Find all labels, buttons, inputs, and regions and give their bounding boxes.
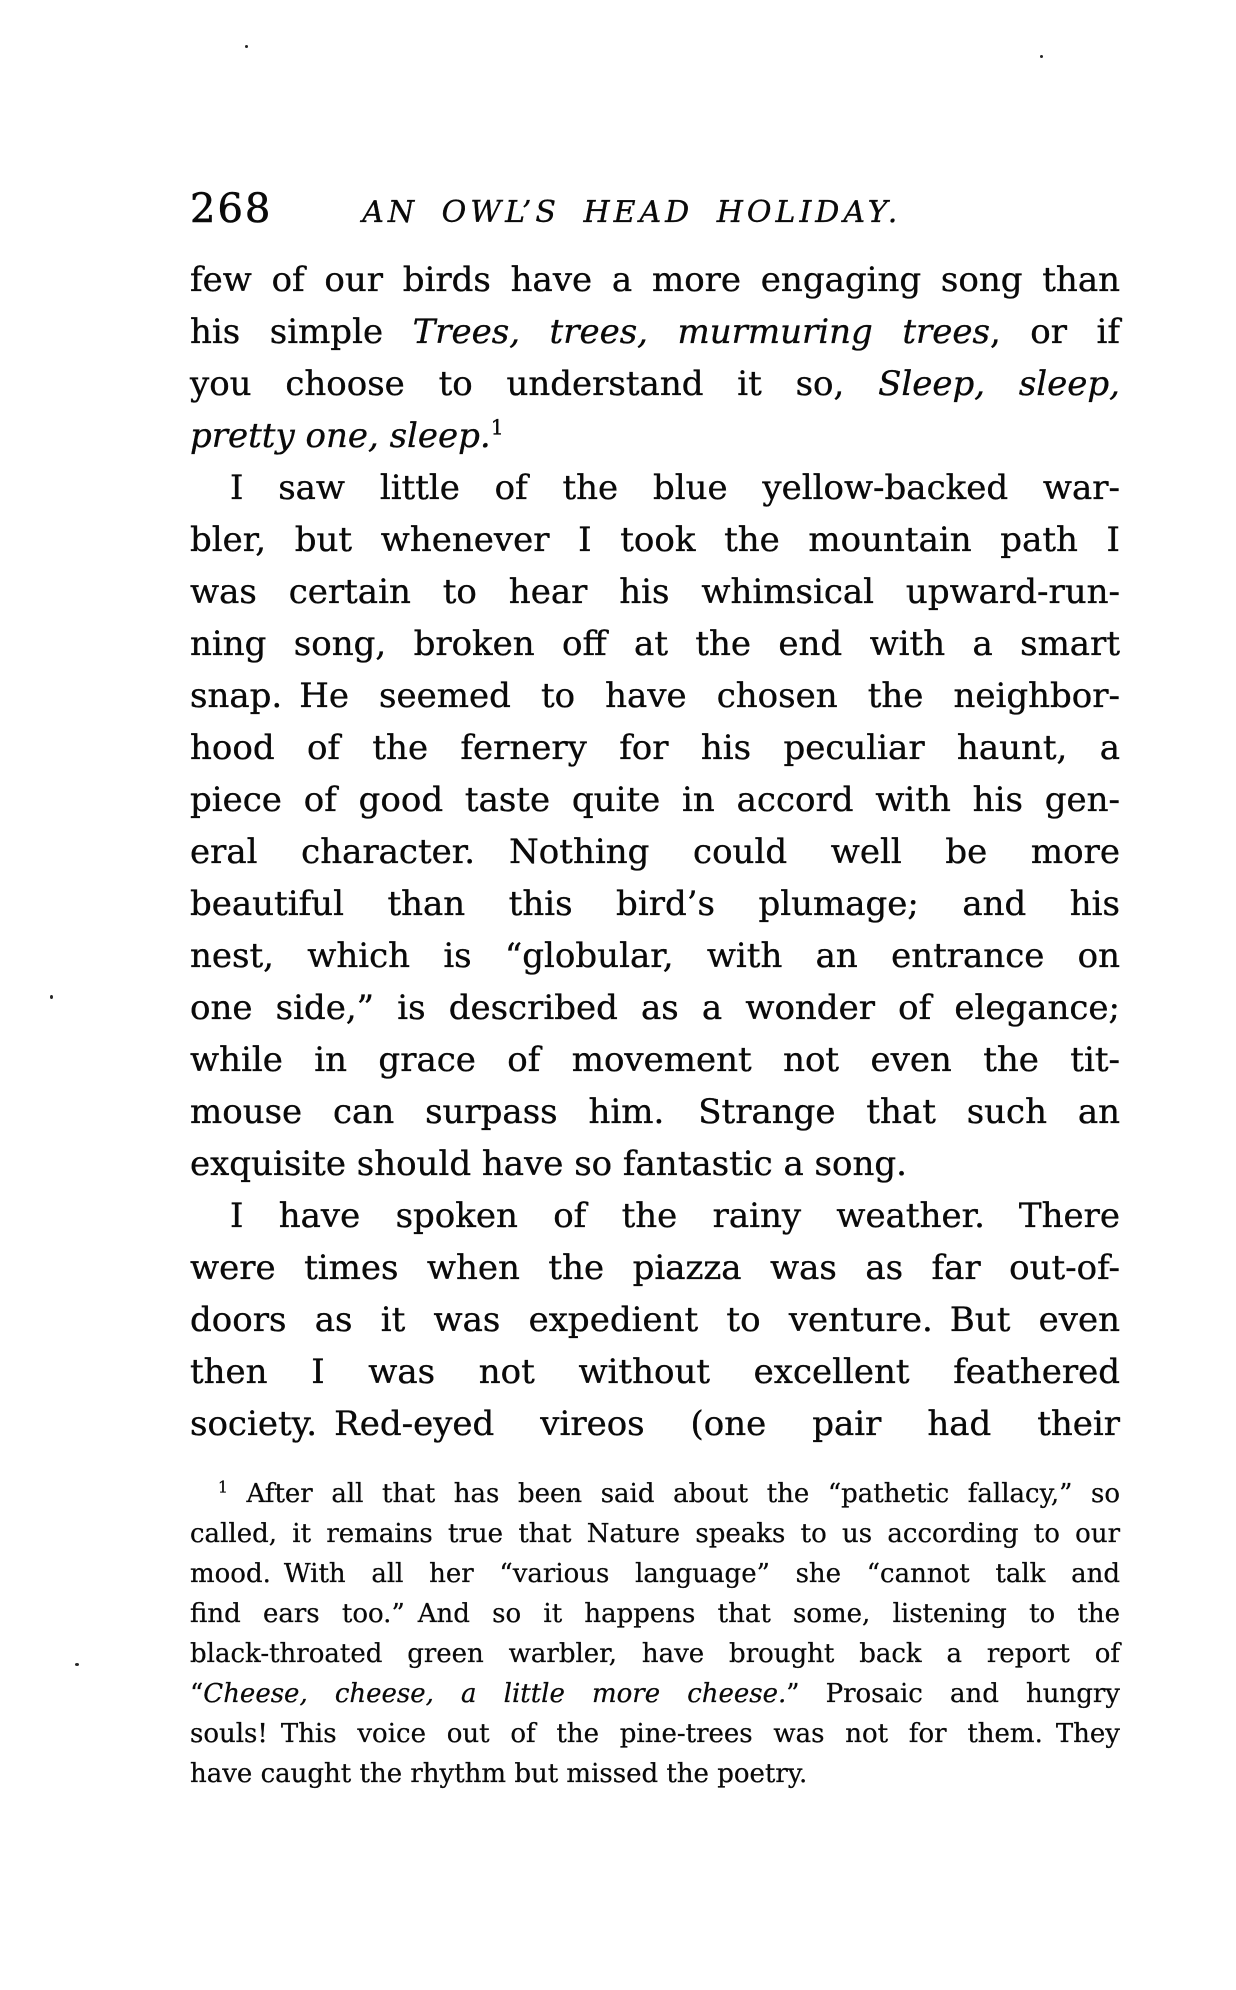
text-segment: then I was not without excellent feathered (190, 1352, 1120, 1392)
text-segment: his simple (190, 312, 413, 352)
text-line (190, 462, 1120, 514)
text-segment: hood of the fernery for his peculiar haunt, a (190, 728, 1120, 768)
page-content (190, 186, 1120, 1794)
text-segment: Trees, trees, murmuring trees (412, 312, 990, 352)
text-segment: “ (190, 1679, 204, 1709)
text-line (190, 1474, 1120, 1514)
text-line (190, 670, 1120, 722)
footnote-reference: 1 (218, 1478, 228, 1497)
scan-speckle (1040, 55, 1043, 58)
text-segment: were times when the piazza was as far out-of- (190, 1248, 1120, 1288)
text-segment: black-throated green warbler, have brought back a report of (190, 1639, 1120, 1669)
text-line (190, 1398, 1120, 1450)
text-segment: you choose to understand it so, (190, 364, 879, 404)
text-line (190, 1674, 1120, 1714)
text-line (190, 1086, 1120, 1138)
footnote (190, 1474, 1120, 1794)
text-segment: called, it remains true that Nature speaks to us according to our (190, 1519, 1120, 1549)
text-segment: ” Prosaic and hungry (786, 1679, 1120, 1709)
text-segment: exquisite should have so fantastic a song. (190, 1144, 907, 1184)
text-segment: mouse can surpass him. Strange that such an (190, 1092, 1120, 1132)
text-segment: pretty one, sleep. (190, 416, 491, 456)
scan-speckle (50, 995, 53, 999)
scan-speckle (245, 45, 248, 48)
text-line (190, 1554, 1120, 1594)
text-line (190, 1294, 1120, 1346)
page-header (190, 186, 1120, 240)
text-segment: have caught the rhythm but missed the poetry. (190, 1759, 808, 1789)
text-line (190, 1346, 1120, 1398)
text-line (190, 254, 1120, 306)
text-segment: mood. With all her “various language” she “cannot talk and (190, 1559, 1120, 1589)
text-line (190, 1754, 1120, 1794)
text-line (190, 566, 1120, 618)
text-segment: Cheese, cheese, a little more cheese. (203, 1679, 787, 1709)
text-segment: I have spoken of the rainy weather. There (230, 1196, 1120, 1236)
text-segment: nest, which is “globular, with an entrance on (190, 936, 1120, 976)
text-segment: society. Red-eyed vireos (one pair had their (190, 1404, 1120, 1444)
text-line (190, 1514, 1120, 1554)
text-segment: ning song, broken off at the end with a smart (190, 624, 1120, 664)
text-segment: bler, but whenever I took the mountain path I (190, 520, 1120, 560)
running-title: AN OWL’S HEAD HOLIDAY. (362, 195, 902, 230)
text-line (190, 982, 1120, 1034)
text-segment: I saw little of the blue yellow-backed war- (230, 468, 1120, 508)
text-line (190, 306, 1120, 358)
text-segment: snap. He seemed to have chosen the neighbor- (190, 676, 1120, 716)
text-line (190, 930, 1120, 982)
footnote-reference: 1 (490, 415, 504, 440)
text-line (190, 1190, 1120, 1242)
text-line (190, 878, 1120, 930)
text-line (190, 410, 1120, 462)
text-segment: few of our birds have a more engaging song than (190, 260, 1120, 300)
text-line (190, 774, 1120, 826)
text-segment: eral character. Nothing could well be more (190, 832, 1120, 872)
text-line (190, 358, 1120, 410)
text-line (190, 1242, 1120, 1294)
text-segment: piece of good taste quite in accord with his gen- (190, 780, 1120, 820)
body-text (190, 254, 1120, 1450)
text-line (190, 1634, 1120, 1674)
text-line (190, 1594, 1120, 1634)
text-segment: Sleep, sleep, (878, 364, 1120, 404)
text-segment: doors as it was expedient to venture. But even (190, 1300, 1120, 1340)
text-line (190, 826, 1120, 878)
text-segment: souls! This voice out of the pine-trees was not for them. They (190, 1719, 1120, 1749)
text-segment: , or if (989, 312, 1120, 352)
text-line (190, 1034, 1120, 1086)
text-segment: find ears too.” And so it happens that some, listening to the (190, 1599, 1120, 1629)
scan-speckle (75, 1663, 79, 1666)
text-segment: beautiful than this bird’s plumage; and his (190, 884, 1120, 924)
text-segment: After all that has been said about the “pathetic fallacy,” so (227, 1479, 1120, 1509)
page-number: 268 (190, 186, 273, 232)
text-line (190, 618, 1120, 670)
text-segment: was certain to hear his whimsical upward-run- (190, 572, 1120, 612)
text-segment: one side,” is described as a wonder of elegance; (190, 988, 1120, 1028)
text-line (190, 514, 1120, 566)
text-line (190, 1714, 1120, 1754)
text-line (190, 722, 1120, 774)
text-segment: while in grace of movement not even the tit- (190, 1040, 1120, 1080)
text-line (190, 1138, 1120, 1190)
